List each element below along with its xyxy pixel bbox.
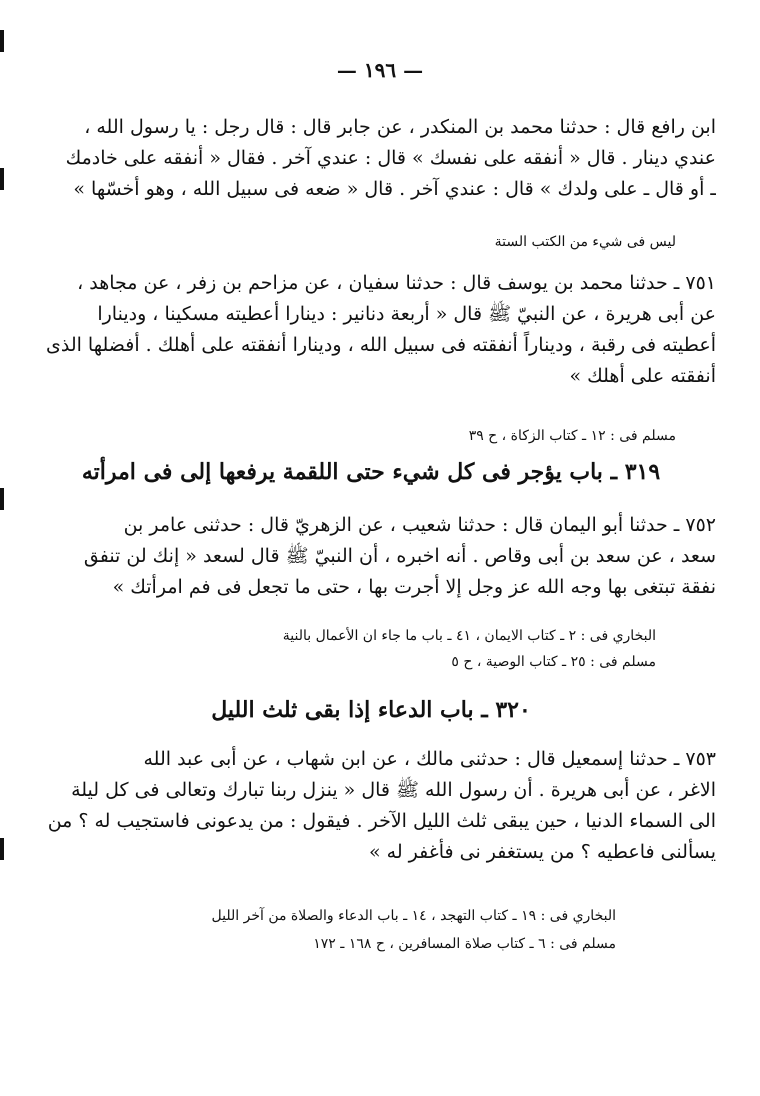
reference-block <box>26 626 716 672</box>
text-line: يسألنى فاعطيه ؟ من يستغفر نى فأغفر له » <box>368 841 716 863</box>
text-line: ابن رافع قال : حدثنا محمد بن المنكدر ، عن جابر قال : قال رجل : يا رسول الله ، <box>84 116 716 138</box>
text-line: ـ أو قال ـ على ولدك » قال : عندي آخر . قال « ضعه فى سبيل الله ، وهو أخسّها » <box>73 178 716 200</box>
text-line: أعطيته فى رقبة ، وديناراً أنفقته فى سبيل الله ، ودينارا أنفقته على أهلك . أفضلها الذى <box>45 334 716 356</box>
reference-line: ليس فى شيء من الكتب الستة <box>494 234 676 250</box>
reference-line: مسلم فى : ٢٥ ـ كتاب الوصية ، ح ٥ <box>451 654 656 670</box>
hadith-753 <box>26 746 716 870</box>
reference-block <box>26 906 716 954</box>
reference-line: مسلم فى : ٦ ـ كتاب صلاة المسافرين ، ح ١٦٨ ـ ١٧٢ <box>313 936 616 952</box>
text-line: عندي دينار . قال « أنفقه على نفسك » قال : عندي آخر . فقال « أنفقه على خادمك <box>65 147 716 169</box>
chapter-319-heading <box>26 456 716 488</box>
text-line: ٧٥٣ ـ حدثنا إسمعيل قال : حدثنى مالك ، عن ابن شهاب ، عن أبى عبد الله <box>143 748 716 770</box>
text-line: ٧٥١ ـ حدثنا محمد بن يوسف قال : حدثنا سفيان ، عن مزاحم بن زفر ، عن مجاهد ، <box>77 272 716 294</box>
page-edge-mark-middle <box>0 488 4 510</box>
text-line: أنفقته على أهلك » <box>569 365 716 387</box>
reference-block <box>26 426 716 446</box>
text-line: ٧٥٢ ـ حدثنا أبو اليمان قال : حدثنا شعيب ، عن الزهريّ قال : حدثنى عامر بن <box>123 514 716 536</box>
text-line: الى السماء الدنيا ، حين يبقى ثلث الليل الآخر . فيقول : من يدعونى فاستجيب له ؟ من <box>47 810 716 832</box>
reference-line: البخاري فى : ٢ ـ كتاب الايمان ، ٤١ ـ باب ما جاء ان الأعمال بالنية <box>282 628 656 644</box>
reference-block <box>26 232 716 252</box>
reference-line: البخاري فى : ١٩ ـ كتاب التهجد ، ١٤ ـ باب الدعاء والصلاة من آخر الليل <box>211 908 616 924</box>
chapter-320-heading <box>26 694 716 726</box>
chapter-title: ٣٢٠ ـ باب الدعاء إذا بقى ثلث الليل <box>211 697 531 723</box>
continuation-block <box>26 114 716 207</box>
chapter-title: ٣١٩ ـ باب يؤجر فى كل شيء حتى اللقمة يرفعها إلى فى امرأته <box>81 459 661 485</box>
reference-line: مسلم فى : ١٢ ـ كتاب الزكاة ، ح ٣٩ <box>468 428 676 444</box>
text-line: نفقة تبتغى بها وجه الله عز وجل إلا أجرت بها ، حتى ما تجعل فى فم امرأتك » <box>112 576 716 598</box>
hadith-752 <box>26 512 716 605</box>
page-number: — ١٩٦ — <box>336 58 424 82</box>
page-edge-mark-lower <box>0 838 4 860</box>
text-line: عن أبى هريرة ، عن النبيّ ﷺ قال « أربعة دنانير : دينارا أعطيته مسكينا ، ودينارا <box>97 303 716 325</box>
hadith-751 <box>26 270 716 394</box>
text-line: سعد ، عن سعد بن أبى وقاص . أنه اخبره ، أن النبيّ ﷺ قال لسعد « إنك لن تنفق <box>83 545 716 567</box>
text-line: الاغر ، عن أبى هريرة . أن رسول الله ﷺ قال « ينزل ربنا تبارك وتعالى فى كل ليلة <box>71 779 716 801</box>
page-edge-mark-top <box>0 30 4 52</box>
page-edge-mark-upper <box>0 168 4 190</box>
